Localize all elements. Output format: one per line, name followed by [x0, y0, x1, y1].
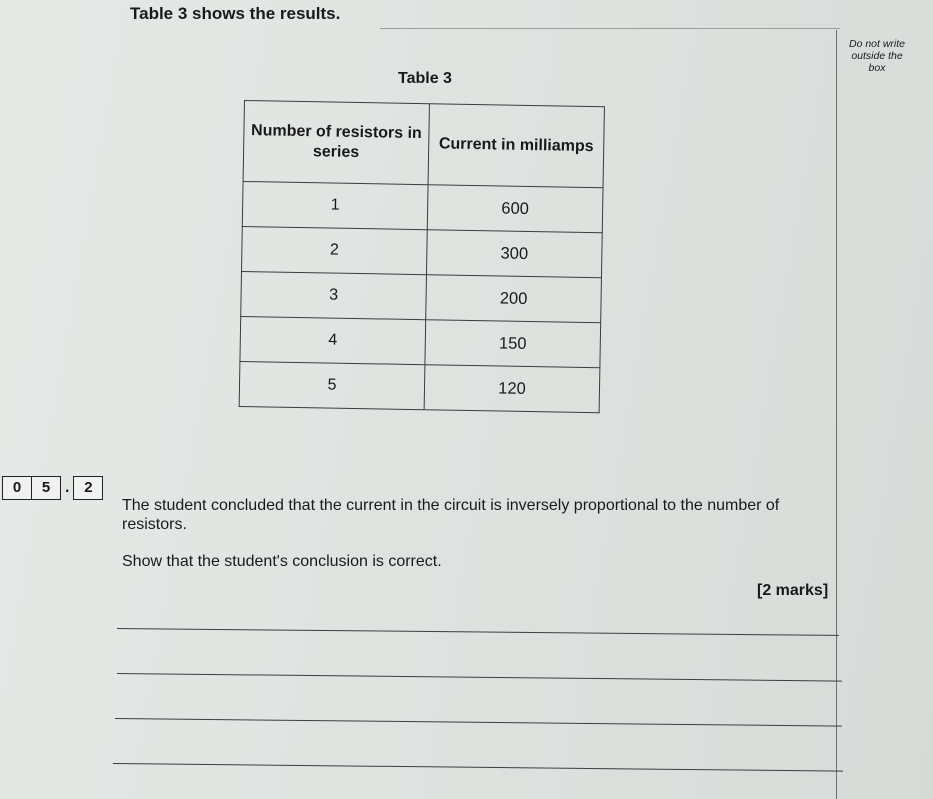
table-caption: Table 3 [398, 70, 452, 87]
cell-resistors: 5 [239, 361, 425, 409]
question-prompt: Show that the student's conclusion is correct. [122, 553, 442, 570]
question-number-box: 2 [73, 476, 103, 500]
intro-text: Table 3 shows the results. [130, 4, 341, 23]
header-resistors: Number of resistors in series [243, 101, 429, 185]
table-row [239, 361, 600, 412]
margin-instruction-line-3: box [868, 62, 886, 74]
marks-label: [2 marks] [757, 582, 829, 599]
answer-line[interactable] [117, 673, 842, 682]
table-row [242, 226, 603, 277]
answer-line[interactable] [115, 718, 842, 727]
table-header-row [243, 101, 604, 188]
question-number [2, 476, 103, 500]
answer-line[interactable] [113, 763, 843, 772]
table-row [241, 271, 602, 322]
cell-resistors: 3 [241, 271, 427, 319]
answer-line[interactable] [117, 628, 839, 636]
cell-resistors: 4 [240, 316, 426, 364]
question-number-box: 0 [2, 476, 32, 500]
cell-current: 200 [426, 275, 602, 323]
cell-current: 120 [424, 365, 600, 413]
margin-instruction-line-2: outside the [851, 50, 903, 62]
question-number-box: 5 [32, 476, 61, 500]
table-row [240, 316, 601, 367]
margin-line [836, 30, 837, 799]
header-current: Current in milliamps [428, 104, 604, 188]
question-number-separator: . [65, 479, 70, 496]
cell-resistors: 2 [242, 226, 428, 274]
cell-current: 600 [427, 185, 603, 233]
question-text: The student concluded that the current in the circuit is inversely proportional to the number of resistors. [122, 497, 780, 533]
top-rule [380, 28, 840, 29]
margin-instruction-line-1: Do not write [848, 38, 906, 50]
margin-instruction [838, 38, 916, 74]
table-row [242, 181, 603, 232]
results-table [239, 100, 605, 413]
cell-current: 150 [425, 320, 601, 368]
cell-resistors: 1 [242, 181, 428, 229]
cell-current: 300 [426, 230, 602, 278]
